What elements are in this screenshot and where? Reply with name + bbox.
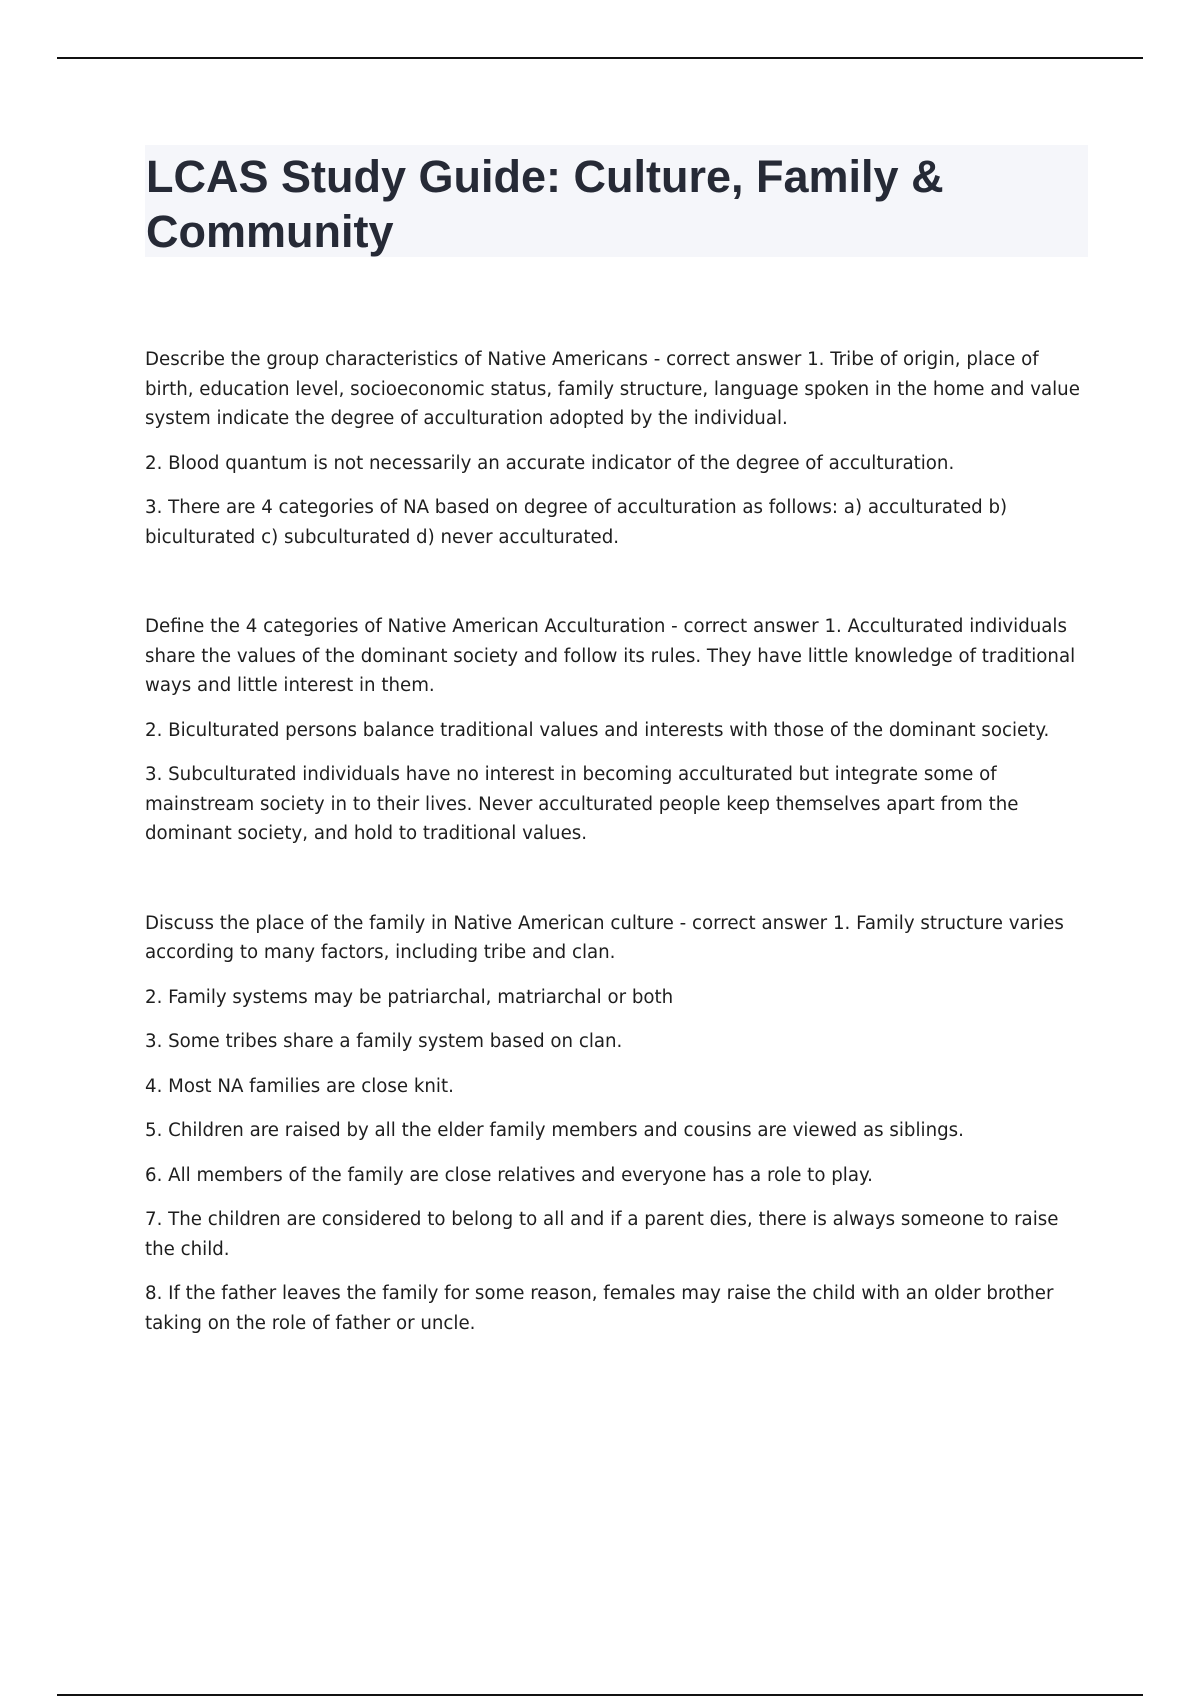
- question-text: Describe the group characteristics of Native Americans - correct answer: [145, 349, 802, 370]
- question-text: Define the 4 categories of Native American Acculturation - correct answer: [145, 616, 819, 637]
- qa-section-family-place: [145, 909, 1090, 1339]
- answer-paragraph: 8. If the father leaves the family for some reason, females may raise the child with an older brother taking on the role of father or uncle.: [145, 1283, 1054, 1334]
- qa-question-paragraph: [145, 909, 1090, 968]
- question-text: Discuss the place of the family in Native American culture - correct answer: [145, 912, 828, 934]
- answer-paragraph: 4. Most NA families are close knit.: [145, 1075, 454, 1097]
- top-divider: [57, 57, 1143, 59]
- qa-section-acculturation-categories: [145, 612, 1090, 849]
- document-title: LCAS Study Guide: Culture, Family & Community: [146, 151, 944, 257]
- answer-text: 1. Acculturated individuals share the values of the dominant society and follow its rules. They have little knowledge of traditional ways and little interest in them.: [145, 616, 1076, 696]
- bottom-divider: [57, 1694, 1143, 1696]
- answer-paragraph: 7. The children are considered to belong to all and if a parent dies, there is always someone to raise the child.: [145, 1209, 1059, 1260]
- answer-paragraph: 5. Children are raised by all the elder family members and cousins are viewed as siblings.: [145, 1120, 964, 1141]
- answer-paragraph: 2. Blood quantum is not necessarily an accurate indicator of the degree of acculturation.: [145, 452, 955, 474]
- answer-text: 1. Tribe of origin, place of birth, education level, socioeconomic status, family structure, language spoken in the home and value system indicate the degree of acculturation adopted by the individual.: [145, 349, 1080, 429]
- qa-question-paragraph: [145, 612, 1090, 701]
- document-body: [145, 345, 1090, 1398]
- title-banner: [145, 145, 1088, 257]
- answer-paragraph: 3. Subculturated individuals have no interest in becoming acculturated but integrate some of mainstream society in to their lives. Never acculturated people keep themselves apart from the dominant society, and hold to traditional values.: [145, 764, 1019, 844]
- answer-paragraph: 3. There are 4 categories of NA based on degree of acculturation as follows: a) acculturated b) biculturated c) subculturated d) never acculturated.: [145, 497, 1008, 548]
- qa-section-group-characteristics: [145, 345, 1090, 552]
- qa-question-paragraph: [145, 345, 1090, 434]
- answer-paragraph: 2. Family systems may be patriarchal, matriarchal or both: [145, 986, 674, 1008]
- answer-paragraph: 6. All members of the family are close relatives and everyone has a role to play.: [145, 1164, 873, 1186]
- answer-text: 1. Family structure varies according to many factors, including tribe and clan.: [145, 912, 1064, 963]
- answer-paragraph: 3. Some tribes share a family system based on clan.: [145, 1031, 623, 1052]
- answer-paragraph: 2. Biculturated persons balance traditional values and interests with those of the dominant society.: [145, 719, 1050, 741]
